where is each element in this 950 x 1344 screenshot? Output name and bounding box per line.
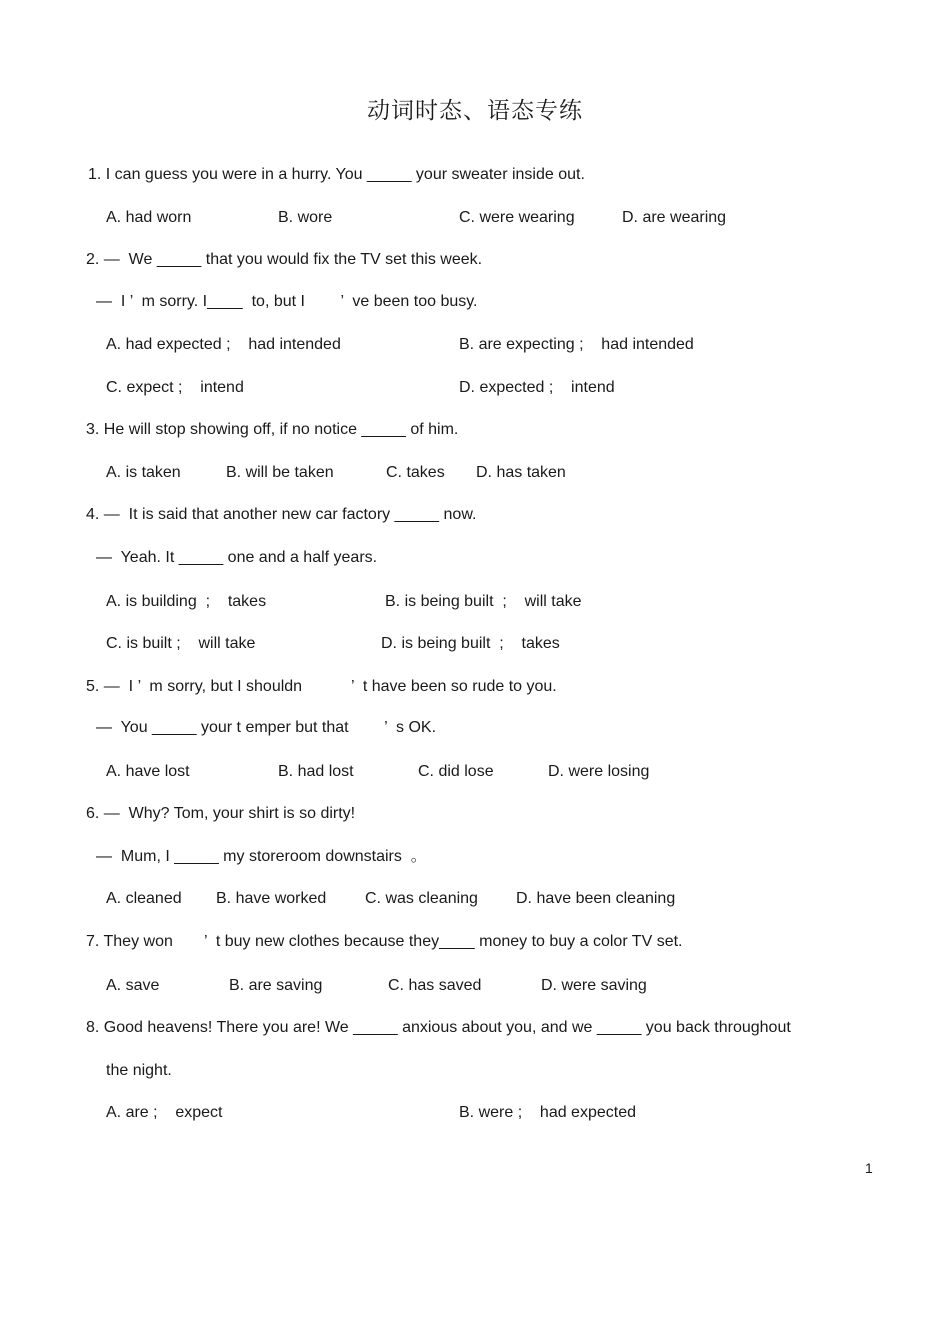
- page-title: 动词时态、语态专练: [367, 98, 583, 124]
- question-3-option-c: C. takes: [386, 464, 445, 481]
- question-6-option-c: C. was cleaning: [365, 890, 478, 907]
- question-2-option-b: B. are expecting ; had intended: [459, 336, 694, 353]
- question-8-stem-continued: the night.: [106, 1062, 172, 1079]
- question-2-stem: 2. — We _____ that you would fix the TV set this week.: [86, 251, 483, 268]
- question-5-option-b: B. had lost: [278, 763, 354, 780]
- question-7-stem: 7. They won ’ t buy new clothes because they____ money to buy a color TV set.: [86, 933, 683, 950]
- question-6-option-d: D. have been cleaning: [516, 890, 676, 907]
- question-6-stem: 6. — Why? Tom, your shirt is so dirty!: [86, 805, 356, 822]
- question-2-option-d: D. expected ; intend: [459, 379, 615, 396]
- question-2-option-c: C. expect ; intend: [106, 379, 244, 396]
- question-2-option-a: A. had expected ; had intended: [106, 336, 341, 353]
- question-8-stem: 8. Good heavens! There you are! We _____ anxious about you, and we _____ you back throughout: [86, 1019, 791, 1036]
- question-8-option-b: B. were ; had expected: [459, 1104, 636, 1121]
- question-1-option-c: C. were wearing: [459, 209, 575, 226]
- question-7-option-b: B. are saving: [229, 977, 323, 994]
- question-1-option-b: B. wore: [278, 209, 333, 226]
- question-5-option-d: D. were losing: [548, 763, 650, 780]
- question-8-option-a: A. are ; expect: [106, 1104, 223, 1121]
- question-5-stem: 5. — I ’ m sorry, but I shouldn ’ t have been so rude to you.: [86, 678, 557, 695]
- question-4-reply: — Yeah. It _____ one and a half years.: [96, 549, 378, 566]
- question-6-reply: — Mum, I _____ my storeroom downstairs 。: [96, 848, 427, 865]
- question-4-option-b: B. is being built ; will take: [385, 593, 582, 610]
- question-3-option-b: B. will be taken: [226, 464, 334, 481]
- question-2-reply: — I ’ m sorry. I____ to, but I ’ ve been too busy.: [96, 293, 478, 310]
- question-3-stem: 3. He will stop showing off, if no notice _____ of him.: [86, 421, 459, 438]
- question-7-option-c: C. has saved: [388, 977, 482, 994]
- question-3-option-d: D. has taken: [476, 464, 566, 481]
- question-1-stem: 1. I can guess you were in a hurry. You _____ your sweater inside out.: [88, 166, 585, 183]
- question-4-stem: 4. — It is said that another new car factory _____ now.: [86, 506, 477, 523]
- question-4-option-c: C. is built ; will take: [106, 635, 256, 652]
- question-4-option-a: A. is building ; takes: [106, 593, 267, 610]
- question-5-option-c: C. did lose: [418, 763, 494, 780]
- question-4-option-d: D. is being built ; takes: [381, 635, 560, 652]
- question-7-option-a: A. save: [106, 977, 160, 994]
- question-1-option-d: D. are wearing: [622, 209, 727, 226]
- question-1-option-a: A. had worn: [106, 209, 192, 226]
- page-number: 1: [865, 1160, 873, 1176]
- question-6-option-a: A. cleaned: [106, 890, 182, 907]
- question-5-option-a: A. have lost: [106, 763, 190, 780]
- question-3-option-a: A. is taken: [106, 464, 181, 481]
- question-6-option-b: B. have worked: [216, 890, 327, 907]
- question-7-option-d: D. were saving: [541, 977, 647, 994]
- question-5-reply: — You _____ your t emper but that ’ s OK.: [96, 719, 437, 736]
